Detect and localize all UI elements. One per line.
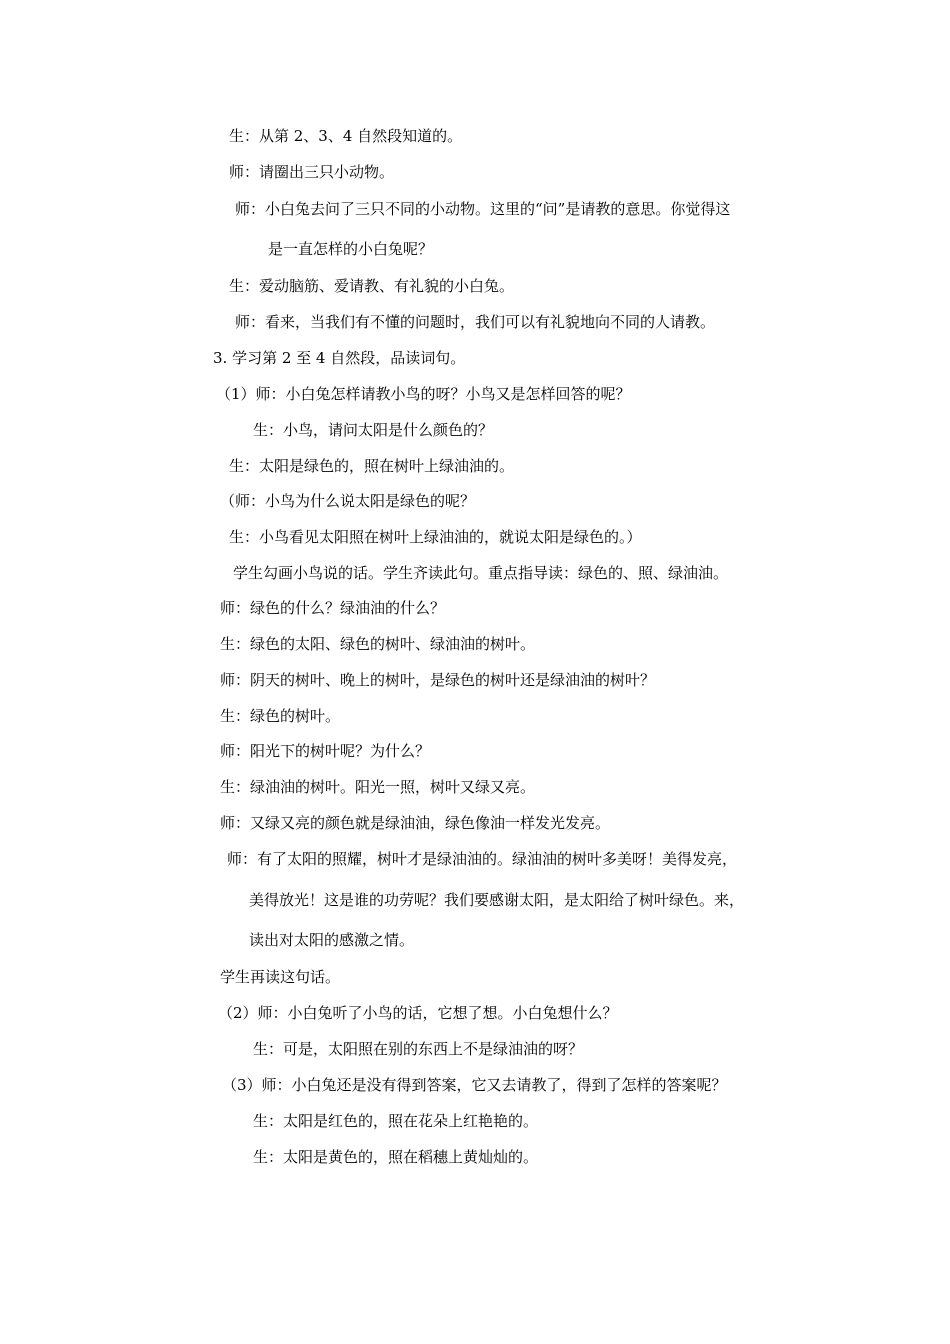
text-line: 生：太阳是黄色的，照在稻穗上黄灿灿的。 — [253, 1148, 539, 1166]
text-line: 生：太阳是红色的，照在花朵上红艳艳的。 — [253, 1112, 539, 1130]
text-line: 师：又绿又亮的颜色就是绿油油，绿色像油一样发光发亮。 — [220, 814, 611, 832]
text-line: 师：阳光下的树叶呢？为什么？ — [220, 742, 431, 760]
text-line: 读出对太阳的感激之情。 — [249, 931, 415, 949]
text-line: 美得放光！这是谁的功劳呢？我们要感谢太阳，是太阳给了树叶绿色。来， — [249, 891, 745, 909]
text-line: 生：绿色的树叶。 — [220, 707, 341, 725]
text-line: 师：小白兔去问了三只不同的小动物。这里的“问”是请教的意思。你觉得这 — [235, 200, 731, 218]
text-line: 生：太阳是绿色的，照在树叶上绿油油的。 — [229, 457, 515, 475]
text-line: 师：绿色的什么？绿油油的什么？ — [220, 599, 446, 617]
text-line: 生：可是，太阳照在别的东西上不是绿油油的呀？ — [253, 1040, 584, 1058]
text-line: 生：爱动脑筋、爱请教、有礼貌的小白兔。 — [229, 277, 515, 295]
text-line: 师：请圈出三只小动物。 — [229, 163, 395, 181]
text-line: （1）师：小白兔怎样请教小鸟的呀？小鸟又是怎样回答的呢？ — [216, 385, 631, 403]
text-line: （师：小鸟为什么说太阳是绿色的呢？ — [220, 492, 476, 510]
text-line: 学生再读这句话。 — [220, 968, 341, 986]
text-line: 生：从第 2、3、4 自然段知道的。 — [229, 127, 463, 145]
text-line: 生：小鸟，请问太阳是什么颜色的？ — [253, 421, 494, 439]
text-line: 学生勾画小鸟说的话。学生齐读此句。重点指导读：绿色的、照、绿油油。 — [233, 564, 729, 582]
text-line: 师：阴天的树叶、晚上的树叶，是绿色的树叶还是绿油油的树叶？ — [220, 671, 656, 689]
text-line: 生：绿色的太阳、绿色的树叶、绿油油的树叶。 — [220, 635, 536, 653]
text-line: （2）师：小白兔听了小鸟的话，它想了想。小白兔想什么？ — [218, 1004, 618, 1022]
text-line: 是一直怎样的小白兔呢？ — [268, 240, 434, 258]
text-line: （3）师：小白兔还是没有得到答案，它又去请教了，得到了怎样的答案呢？ — [222, 1076, 727, 1094]
text-line: 师：有了太阳的照耀，树叶才是绿油油的。绿油油的树叶多美呀！美得发亮， — [227, 850, 738, 868]
text-line: 生：绿油油的树叶。阳光一照，树叶又绿又亮。 — [220, 778, 536, 796]
text-line: 生：小鸟看见太阳照在树叶上绿油油的，就说太阳是绿色的。） — [229, 528, 642, 546]
text-line: 3. 学习第 2 至 4 自然段，品读词句。 — [213, 349, 466, 367]
text-line: 师：看来，当我们有不懂的问题时，我们可以有礼貌地向不同的人请教。 — [235, 313, 716, 331]
